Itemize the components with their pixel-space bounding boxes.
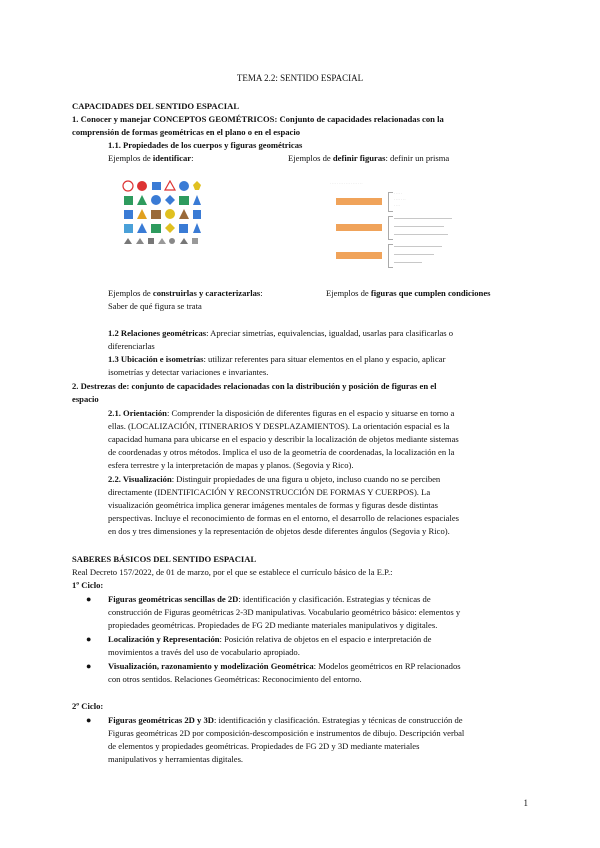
capacidad-2-line-2: espacio [72,394,99,404]
document-title: TEMA 2.2: SENTIDO ESPACIAL [236,73,364,83]
ejemplos-construir: Ejemplos de construirlas y caracterizarlas: [108,288,263,298]
diagram-line-3c [394,262,422,263]
subsection-1-2: 1.2 Relaciones geométricas: Apreciar simetrías, equivalencias, igualdad, usarlas para clasificarlas o [108,328,454,338]
diagram-line-2a [394,218,452,219]
subsection-2-1-line-2: ellas. (LOCALIZACIÓN, ITINERARIOS Y DESPLAZAMIENTOS). La orientación espacial es la [108,421,450,431]
diagram-line-3b [394,254,434,255]
diagram-line-3a [394,246,442,247]
ciclo-1-item-1-line-1: Figuras geométricas sencillas de 2D: identificación y clasificación. Estrategias y técnicas de [108,594,431,604]
ciclo-1-item-3-line-2: con otros sentidos. Relaciones Geométricas: Reconocimiento del entorno. [108,674,362,684]
ejemplos-definir: Ejemplos de definir figuras: definir un prisma [288,153,450,163]
diagram-note-1b: · · · · · · · [394,198,406,202]
ejemplos-identificar: Ejemplos de identificar: [108,153,194,163]
subsection-1-3: 1.3 Ubicación e isometrías: utilizar referentes para situar elementos en el plano y espacio, aplicar [108,354,446,364]
bullet-icon: ● [86,715,92,725]
prism-definition-diagram [330,182,460,270]
ciclo-1-heading: 1º Ciclo: [72,580,104,590]
subsection-2-1-line-1: 2.1. Orientación: Comprender la disposición de diferentes figuras en el espacio y situarse en torno a [108,408,455,418]
diagram-box-2 [336,224,382,231]
subsection-2-2-line-4: perspectivas. Incluye el reconocimiento de formas en el entorno, el desarrollo de relaciones espaciales [108,513,460,523]
diagram-caption: · · · · · · · · · · · · · · · · · · · [330,182,363,186]
saber-figura-text: Saber de qué figura se trata [108,301,202,311]
ciclo-2-item-1-line-4: manipulativos y herramientas digitales. [108,754,244,764]
diagram-line-2b [394,226,444,227]
subsection-2-2-line-2: directamente (IDENTIFICACIÓN Y RECONSTRUCCIÓN DE FORMAS Y CUERPOS). La [108,487,431,497]
ciclo-2-item-1-line-2: Figuras geométricas 2D por composición-descomposición e instrumentos de dibujo. Descripción verbal [108,728,465,738]
diagram-line-2c [394,234,448,235]
capacidad-1-line-2: comprensión de formas geométricas en el plano o en el espacio [72,127,301,137]
diagram-box-1 [336,198,382,205]
ejemplos-condiciones: Ejemplos de figuras que cumplen condiciones [326,288,491,298]
subsection-2-1-line-3: capacidad humana para ubicarse en el espacio y describir la localización de objetos mediante sistemas [108,434,459,444]
ciclo-1-item-1-line-2: construcción de Figuras geométricas 2-3D manipulativas. Vocabulario geométrico básico: elementos y [108,607,461,617]
subsection-2-1-line-5: esfera terrestre y la interpretación de mapas y planos. (Segovia y Rico). [108,460,354,470]
saberes-heading: SABERES BÁSICOS DEL SENTIDO ESPACIAL [72,554,257,564]
ciclo-1-item-3-line-1: Visualización, razonamiento y modelización Geométrica: Modelos geométricos en RP relacionados [108,661,461,671]
bullet-icon: ● [86,661,92,671]
capacidad-2-line-1: 2. Destrezas de: conjunto de capacidades relacionadas con la distribución y posición de figuras en el [72,381,437,391]
subsection-1-3-cont: isometrías y detectar variaciones e invariantes. [108,367,269,377]
ciclo-2-heading: 2º Ciclo: [72,701,104,711]
subsection-2-1-line-4: de coordenadas y otros métodos. Implica el uso de la geometría de coordenadas, la localización en la [108,447,455,457]
ciclo-1-item-2-line-1: Localización y Representación: Posición relativa de objetos en el espacio e interpretación de [108,634,432,644]
subsection-2-2-line-1: 2.2. Visualización: Distinguir propiedades de una figura u objeto, incluso cuando no se perciben [108,474,441,484]
diagram-brace-1 [388,192,393,212]
page-number: 1 [523,798,528,808]
diagram-box-3 [336,252,382,259]
diagram-note-1a: · · · · · [394,192,402,196]
decreto-text: Real Decreto 157/2022, de 01 de marzo, por el que se establece el currículo básico de la E.P.: [72,567,393,577]
geometric-shapes-illustration [122,180,202,246]
ciclo-1-item-1-line-3: propiedades geométricas. Propiedades de FG 2D mediante materiales manipulativos y digitales. [108,620,438,630]
ciclo-2-item-1-line-1: Figuras geométricas 2D y 3D: identificación y clasificación. Estrategias y técnicas de construcción de [108,715,463,725]
subsection-2-2-line-3: visualización geométrica implica generar imágenes mentales de formas y figuras desde distintas [108,500,439,510]
subsection-1-2-cont: diferenciarlas [108,341,155,351]
bullet-icon: ● [86,634,92,644]
subsection-1-1: 1.1. Propiedades de los cuerpos y figuras geométricas [108,140,303,150]
diagram-brace-3 [388,244,393,268]
capacidades-heading: CAPACIDADES DEL SENTIDO ESPACIAL [72,101,240,111]
capacidad-1-line-1: 1. Conocer y manejar CONCEPTOS GEOMÉTRICOS: Conjunto de capacidades relacionadas con la [72,114,444,124]
ciclo-1-item-2-line-2: movimientos a través del uso de vocabulario apropiado. [108,647,300,657]
bullet-icon: ● [86,594,92,604]
subsection-2-2-line-5: en dos y tres dimensiones y la representación de objetos desde diferentes ángulos (Segovia y Rico). [108,526,450,536]
diagram-brace-2 [388,216,393,240]
ciclo-2-item-1-line-3: de elementos y propiedades geométricas. Propiedades de FG 2D y 3D mediante materiales [108,741,420,751]
diagram-note-1c: · · · · [394,204,401,208]
